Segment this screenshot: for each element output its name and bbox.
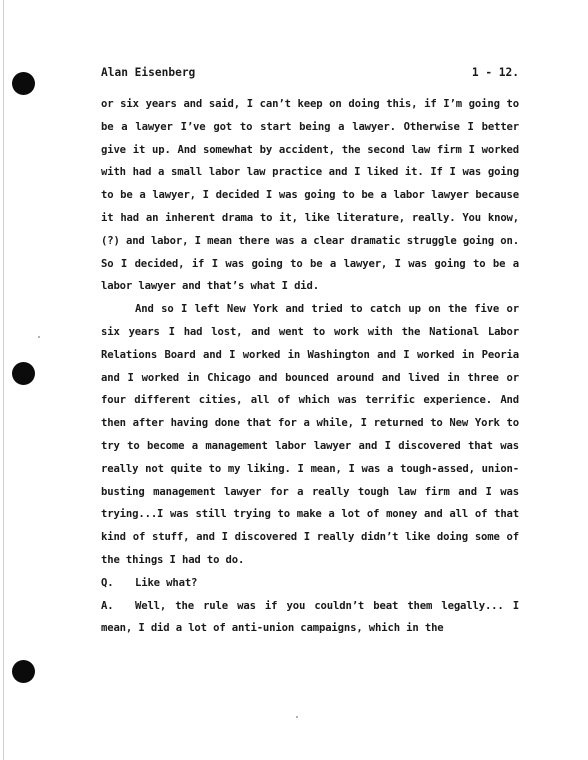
page-number: 1 - 12. (471, 66, 519, 79)
answer-line (101, 595, 519, 641)
paragraph-1: or six years and said, I can’t keep on doing this, if I’m going to be a lawyer I’ve got to start being a lawyer. Otherwise I better give it up. And somewhat by accident, the second law firm I worked with had a small labor law practice and I liked it. If I was going to be a lawyer, I decided I was going to be a labor lawyer because it had an inherent drama to it, like literature, really. You know, (?) and labor, I mean there was a clear dramatic struggle going on. So I decided, if I was going to be a lawyer, I was going to be a labor lawyer and that’s what I did. (101, 98, 519, 293)
scan-speck (38, 336, 40, 338)
page-edge-line (3, 0, 4, 760)
binder-hole-middle (12, 362, 35, 385)
scan-speck (296, 716, 298, 718)
question-line (101, 572, 519, 595)
paragraph-2: And so I left New York and tried to catch up on the five or six years I had lost, and went to work with the National Labor Relations Board and I worked in Washington and I worked in Peoria and I worked in Chicago and bounced around and lived in three or four different cities, all of which was terrific experience. And then after having done that for a while, I returned to New York to try to become a management labor lawyer and I discovered that was really not quite to my liking. I mean, I was a tough-assed, union-busting management lawyer for a really tough law firm and I was trying...I was still trying to make a lot of money and all of that kind of stuff, and I discovered I really didn’t like doing some of the things I had to do. (101, 303, 519, 566)
page-header (101, 61, 519, 85)
answer-label: A. (101, 599, 114, 612)
question-label: Q. (101, 576, 114, 589)
question-text: Like what? (135, 576, 198, 589)
interviewee-name: Alan Eisenberg (101, 66, 196, 79)
answer-text: Well, the rule was if you couldn’t beat them legally... I mean, I did a lot of anti-union campaigns, which in the (101, 599, 519, 635)
binder-hole-bottom (12, 660, 35, 683)
binder-hole-top (12, 72, 35, 95)
transcript-body (101, 93, 519, 640)
